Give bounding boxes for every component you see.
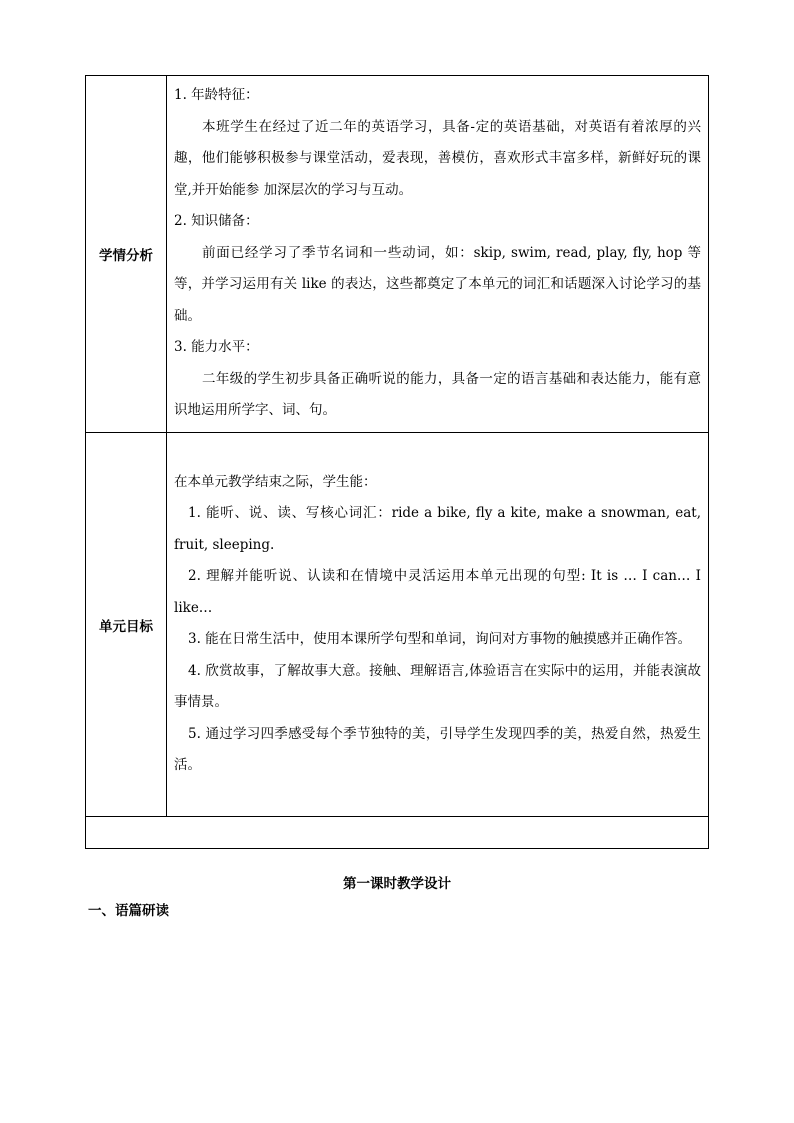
goal-item-4: 4. 欣赏故事，了解故事大意。接触、理解语言,体验语言在实际中的运用，并能表演故事情景。 <box>174 662 701 710</box>
unit-goals-content <box>167 433 709 817</box>
age-paragraph: 本班学生在经过了近二年的英语学习，具备-定的英语基础，对英语有着浓厚的兴趣，他们能够积极参与课堂活动，爱表现，善模仿，喜欢形式丰富多样，新鲜好玩的课堂,并开始能参 加深层次的学习与互动。 <box>174 118 701 198</box>
subheading: 一、语篇研读 <box>88 903 169 919</box>
student-analysis-content <box>167 76 709 433</box>
table-row-student-analysis <box>86 76 709 433</box>
goal-item-5: 5. 通过学习四季感受每个季节独特的美，引导学生发现四季的美，热爱自然，热爱生活。 <box>174 725 701 773</box>
goal-item-3: 3. 能在日常生活中，使用本课所学句型和单词，询问对方事物的触摸感并正确作答。 <box>188 631 692 647</box>
goal-item-2: 2. 理解并能听说、认读和在情境中灵活运用本单元出现的句型: It is … I can… I like… <box>174 568 701 616</box>
ability-paragraph: 二年级的学生初步具备正确听说的能力，具备一定的语言基础和表达能力，能有意识地运用所学字、词、句。 <box>174 370 701 419</box>
section-title: 第一课时教学设计 <box>343 876 451 892</box>
table-row-unit-goals <box>86 433 709 817</box>
goals-intro: 在本单元教学结束之际，学生能： <box>174 473 377 490</box>
row-label-student-analysis: 学情分析 <box>86 76 167 433</box>
lesson-plan-table <box>85 75 709 849</box>
age-heading: 1. 年龄特征： <box>174 87 259 104</box>
empty-cell <box>86 817 709 849</box>
row-label-unit-goals: 单元目标 <box>86 433 167 817</box>
ability-heading: 3. 能力水平： <box>174 339 259 356</box>
knowledge-paragraph: 前面已经学习了季节名词和一些动词，如：skip, swim, read, play, fly, hop 等等，并学习运用有关 like 的表达，这些都奠定了本单元的词汇和话题深入讨论学习的基础。 <box>174 244 701 324</box>
table-row-empty <box>86 817 709 849</box>
goal-item-1: 1. 能听、说、读、写核心词汇：ride a bike, fly a kite, make a snowman, eat, fruit, sleeping. <box>174 505 701 553</box>
knowledge-heading: 2. 知识储备： <box>174 213 259 230</box>
